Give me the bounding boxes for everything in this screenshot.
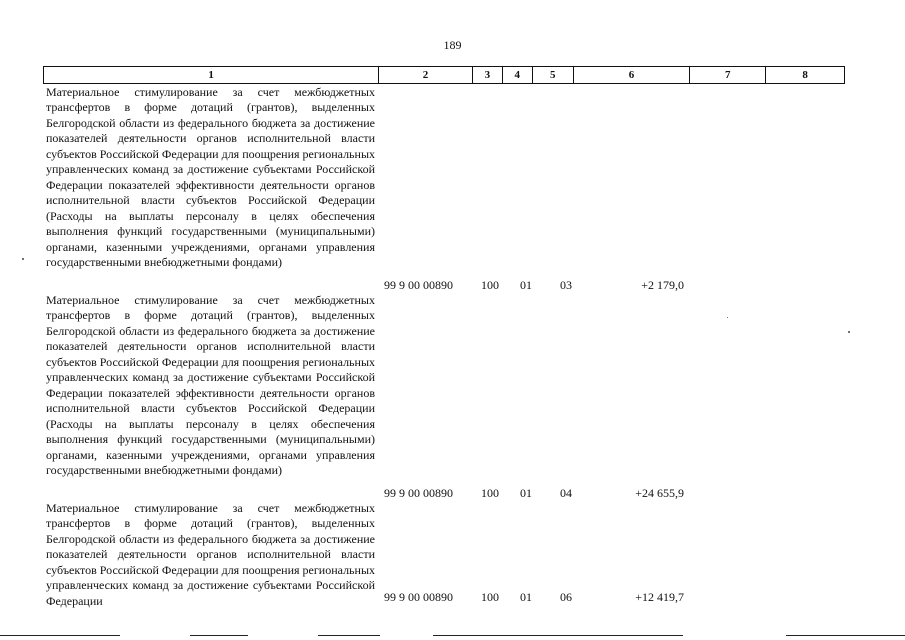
row-1-expense-type: 100 <box>481 278 499 292</box>
row-1-subsection: 03 <box>560 278 572 292</box>
header-col-7: 7 <box>690 67 766 83</box>
page-number: 189 <box>443 38 462 52</box>
header-col-5: 5 <box>533 67 574 83</box>
row-2-subsection: 04 <box>560 486 572 500</box>
header-col-1: 1 <box>44 67 379 83</box>
header-col-8: 8 <box>802 69 808 81</box>
page-edge-line <box>318 635 380 636</box>
row-2-amount: +24 655,9 <box>635 486 684 500</box>
page-edge-line <box>786 635 905 636</box>
page-edge-line <box>190 635 248 636</box>
row-1-description: Материальное стимулирование за счет межбюджетных трансфертов в форме дотаций (грантов), выделенных Белгородской области из федерального бюджета за достижение показателей деятельности органов исполнительной власти субъектов Российской Федерации для поощрения региональных управленческих команд за достижение субъектами Российской Федерации показателей эффективности деятельности органов исполнительной власти субъектов Российской Федерации (Расходы на выплаты персоналу в целях обеспечения выполнения функций государственными (муниципальными) органами, казенными учреждениями, органами управления государственными внебюджетными фондами) <box>46 85 376 269</box>
table-header <box>43 66 845 84</box>
row-3-description: Материальное стимулирование за счет межбюджетных трансфертов в форме дотаций (грантов), выделенных Белгородской области из федерального бюджета за достижение показателей деятельности органов исполнительной власти субъектов Российской Федерации для поощрения региональных управленческих команд за достижение субъектами Российской Федерации <box>46 501 376 608</box>
page-edge-line <box>0 635 120 636</box>
row-1-section: 01 <box>520 278 532 292</box>
header-col-3: 3 <box>473 67 503 83</box>
scan-speck <box>848 331 850 333</box>
row-3-target-item: 99 9 00 00890 <box>384 590 453 604</box>
header-col-6: 6 <box>574 67 691 83</box>
row-3-expense-type: 100 <box>481 590 499 604</box>
row-2-target-item: 99 9 00 00890 <box>384 486 453 500</box>
page-edge-line <box>433 635 683 636</box>
header-col-2: 2 <box>379 67 473 83</box>
row-3-subsection: 06 <box>560 590 572 604</box>
row-3-section: 01 <box>520 590 532 604</box>
row-2-expense-type: 100 <box>481 486 499 500</box>
row-1-target-item: 99 9 00 00890 <box>384 278 453 292</box>
row-3-amount: +12 419,7 <box>635 590 684 604</box>
scan-speck <box>727 317 728 318</box>
row-2-section: 01 <box>520 486 532 500</box>
scan-speck <box>22 258 24 260</box>
row-2-description: Материальное стимулирование за счет межбюджетных трансфертов в форме дотаций (грантов), выделенных Белгородской области из федерального бюджета за достижение показателей деятельности органов исполнительной власти субъектов Российской Федерации для поощрения региональных управленческих команд за достижение субъектами Российской Федерации показателей эффективности деятельности органов исполнительной власти субъектов Российской Федерации (Расходы на выплаты персоналу в целях обеспечения выполнения функций государственными (муниципальными) органами, казенными учреждениями, органами управления государственными внебюджетными фондами) <box>46 293 376 477</box>
header-col-4: 4 <box>503 67 533 83</box>
row-1-amount: +2 179,0 <box>641 278 684 292</box>
